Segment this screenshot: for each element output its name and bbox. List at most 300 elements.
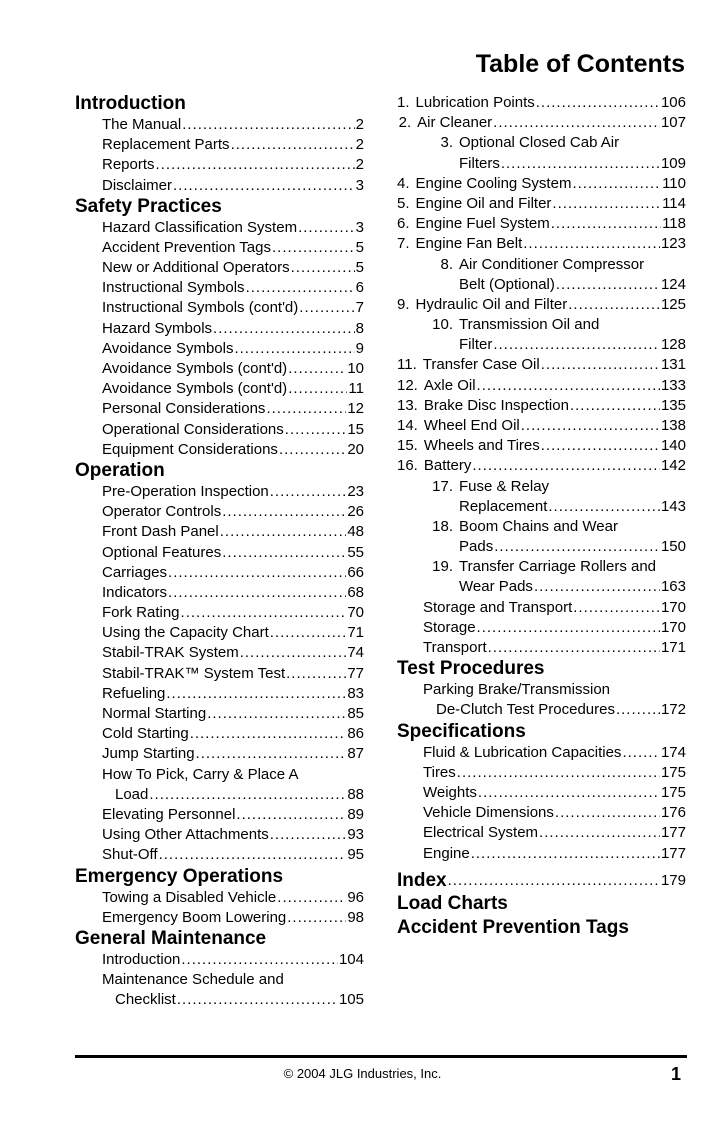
dot-leader — [534, 577, 660, 597]
entry-label: Hazard Symbols — [102, 319, 213, 337]
toc-entry[interactable] — [75, 744, 364, 764]
dot-leader — [488, 638, 660, 658]
footer-page-number: 1 — [670, 1064, 681, 1084]
dot-leader — [477, 618, 660, 638]
entry-page: 5 — [355, 259, 364, 277]
toc-entry[interactable] — [75, 825, 364, 845]
dot-leader — [572, 174, 661, 194]
entry-label: Elevating Personnel — [102, 805, 236, 823]
entry-label: Transfer Carriage Rollers and — [459, 558, 657, 576]
section-heading[interactable]: Accident Prevention Tags — [397, 916, 629, 938]
toc-entry[interactable] — [397, 436, 686, 456]
dot-leader — [541, 355, 660, 375]
toc-entry[interactable] — [75, 319, 364, 339]
toc-entry[interactable] — [397, 578, 686, 598]
dot-leader — [279, 440, 346, 460]
toc-entry[interactable] — [397, 355, 686, 375]
entry-page: 70 — [347, 604, 364, 622]
entry-page: 9 — [355, 339, 364, 357]
entry-label: Hazard Classification System — [102, 218, 298, 236]
dot-leader — [213, 319, 355, 339]
entry-label: Equipment Considerations — [102, 440, 278, 458]
dot-leader — [182, 115, 354, 135]
dot-leader — [478, 783, 660, 803]
entry-label: Stabil-TRAK™ System Test — [102, 664, 286, 682]
entry-label: Parking Brake/Transmission — [423, 681, 611, 699]
entry-label: Cold Starting — [102, 725, 189, 743]
entry-number: 17. — [432, 477, 453, 495]
toc-entry[interactable] — [397, 844, 686, 864]
toc-entry[interactable] — [75, 990, 364, 1010]
entry-label: Filter — [459, 336, 493, 354]
entry-page: 66 — [347, 563, 364, 581]
toc-entry[interactable] — [397, 154, 686, 174]
entry-label: Engine — [423, 844, 470, 862]
entry-page: 140 — [660, 437, 686, 455]
entry-label: Replacement Parts — [102, 136, 230, 154]
entry-page: 5 — [355, 238, 364, 256]
dot-leader — [277, 888, 346, 908]
entry-number: 12. — [397, 376, 418, 394]
entry-label: Optional Closed Cab Air — [459, 134, 620, 152]
toc-entry[interactable] — [397, 234, 686, 254]
entry-page: 83 — [347, 684, 364, 702]
entry-page: 3 — [355, 176, 364, 194]
entry-label: The Manual — [102, 115, 182, 133]
entry-label: Weights — [423, 783, 477, 801]
entry-label: Normal Starting — [102, 705, 207, 723]
entry-page: 170 — [660, 618, 686, 636]
entry-number: 7. — [397, 235, 410, 253]
entry-label: How To Pick, Carry & Place A — [102, 765, 299, 783]
dot-leader — [556, 275, 660, 295]
index-entry[interactable] — [397, 870, 686, 892]
entry-page: 138 — [660, 416, 686, 434]
entry-label: Engine Fuel System — [415, 215, 550, 233]
toc-entry[interactable] — [75, 805, 364, 825]
entry-page: 10 — [347, 360, 364, 378]
toc-entry[interactable] — [75, 502, 364, 522]
entry-label: Wear Pads — [459, 578, 533, 596]
entry-label: Pre-Operation Inspection — [102, 482, 269, 500]
dot-leader — [220, 522, 347, 542]
entry-page: 11 — [348, 380, 364, 398]
entry-page: 106 — [660, 93, 686, 111]
entry-number: 14. — [397, 416, 418, 434]
entry-label: Engine Oil and Filter — [415, 194, 552, 212]
dot-leader — [493, 113, 660, 133]
toc-entry[interactable] — [397, 295, 686, 315]
dot-leader — [501, 154, 660, 174]
dot-leader — [177, 990, 338, 1010]
entry-label: Battery — [423, 457, 472, 475]
entry-label: Engine Fan Belt — [415, 235, 523, 253]
entry-label: Personal Considerations — [102, 400, 266, 418]
dot-leader — [472, 456, 660, 476]
entry-page: 96 — [347, 888, 364, 906]
entry-label: Fluid & Lubrication Capacities — [423, 743, 622, 761]
dot-leader — [536, 93, 660, 113]
entry-page: 135 — [660, 396, 686, 414]
entry-page: 177 — [660, 824, 686, 842]
toc-entry[interactable] — [75, 785, 364, 805]
dot-leader — [523, 234, 660, 254]
toc-entry[interactable] — [397, 537, 686, 557]
entry-number: 1. — [397, 93, 410, 111]
toc-entry[interactable] — [397, 823, 686, 843]
entry-label: Instructional Symbols — [102, 279, 245, 297]
toc-entry-line[interactable] — [75, 970, 364, 990]
toc-entry[interactable] — [75, 420, 364, 440]
dot-leader — [494, 537, 660, 557]
dot-leader — [270, 825, 347, 845]
dot-leader — [548, 497, 660, 517]
entry-number: 3. — [440, 134, 453, 152]
entry-page: 7 — [355, 299, 364, 317]
toc-entry[interactable] — [75, 278, 364, 298]
toc-entry-line[interactable] — [397, 255, 686, 275]
entry-label: Vehicle Dimensions — [423, 804, 554, 822]
entry-page: 48 — [347, 523, 364, 541]
entry-page: 3 — [355, 218, 364, 236]
entry-page: 177 — [660, 844, 686, 862]
entry-label: Using Other Attachments — [102, 826, 269, 844]
entry-label: Transfer Case Oil — [422, 356, 540, 374]
toc-entry[interactable] — [75, 339, 364, 359]
toc-entry[interactable] — [397, 618, 686, 638]
toc-entry[interactable] — [397, 376, 686, 396]
entry-number: 2. — [398, 114, 412, 132]
entry-page: 175 — [660, 763, 686, 781]
toc-entry[interactable] — [75, 603, 364, 623]
entry-page: 143 — [660, 497, 686, 515]
dot-leader — [168, 583, 346, 603]
toc-entry[interactable] — [397, 598, 686, 618]
dot-leader — [159, 845, 347, 865]
toc-entry[interactable] — [397, 456, 686, 476]
dot-leader — [166, 684, 346, 704]
entry-number: 18. — [432, 517, 453, 535]
entry-label: Disclaimer — [102, 176, 173, 194]
entry-label: Hydraulic Oil and Filter — [415, 295, 568, 313]
entry-page: 171 — [660, 639, 686, 657]
dot-leader — [156, 155, 355, 175]
entry-page: 74 — [347, 644, 364, 662]
dot-leader — [457, 763, 660, 783]
section-heading: General Maintenance — [75, 927, 267, 949]
toc-entry[interactable] — [397, 803, 686, 823]
entry-page: 123 — [660, 235, 686, 253]
dot-leader — [270, 482, 347, 502]
entry-label: Brake Disc Inspection — [423, 396, 569, 414]
entry-page: 104 — [338, 950, 364, 968]
entry-label: Front Dash Panel — [102, 523, 219, 541]
toc-entry-line[interactable] — [397, 680, 686, 700]
entry-label: Indicators — [102, 583, 168, 601]
toc-entry[interactable] — [397, 763, 686, 783]
dot-leader — [190, 724, 347, 744]
entry-label: Operator Controls — [102, 503, 222, 521]
entry-label: Air Conditioner Compressor — [459, 255, 645, 273]
toc-entry[interactable] — [75, 522, 364, 542]
section-heading: Test Procedures — [397, 658, 545, 680]
dot-leader — [266, 399, 346, 419]
toc-entry[interactable] — [75, 359, 364, 379]
entry-page: 125 — [660, 295, 686, 313]
entry-page: 88 — [347, 785, 364, 803]
entry-page: 109 — [660, 154, 686, 172]
section-heading: Safety Practices — [75, 195, 222, 217]
dot-leader — [493, 335, 660, 355]
toc-entry[interactable] — [75, 845, 364, 865]
entry-page: 12 — [347, 400, 364, 418]
toc-entry[interactable] — [397, 214, 686, 234]
entry-page: 163 — [660, 578, 686, 596]
entry-page: 142 — [660, 457, 686, 475]
entry-number: 13. — [397, 396, 418, 414]
entry-page: 175 — [660, 783, 686, 801]
toc-entry[interactable] — [397, 275, 686, 295]
toc-entry-line[interactable] — [397, 557, 686, 577]
dot-leader — [288, 359, 346, 379]
entry-label: Pads — [459, 538, 494, 556]
entry-page: 2 — [355, 156, 364, 174]
toc-entry[interactable] — [75, 176, 364, 196]
toc-entry[interactable] — [75, 218, 364, 238]
section-heading[interactable]: Load Charts — [397, 892, 508, 914]
dot-leader — [231, 135, 355, 155]
entry-label: Boom Chains and Wear — [459, 517, 618, 535]
left-column — [75, 93, 364, 1011]
toc-entry[interactable] — [397, 335, 686, 355]
dot-leader — [552, 194, 661, 214]
entry-page: 15 — [347, 420, 364, 438]
entry-number: 4. — [397, 174, 410, 192]
dot-leader — [568, 295, 660, 315]
dot-leader — [555, 803, 660, 823]
toc-entry[interactable] — [75, 299, 364, 319]
toc-entry-line[interactable] — [397, 477, 686, 497]
dot-leader — [181, 603, 347, 623]
entry-label: Operational Considerations — [102, 420, 284, 438]
dot-leader — [270, 623, 347, 643]
entry-label: Wheels and Tires — [423, 437, 540, 455]
toc-entry[interactable] — [397, 700, 686, 720]
entry-label: Load — [115, 785, 149, 803]
entry-label: Stabil-TRAK System — [102, 644, 239, 662]
section-heading: Specifications — [397, 720, 526, 742]
dot-leader — [272, 238, 355, 258]
page-title: Table of Contents — [475, 50, 685, 78]
dot-leader — [541, 436, 660, 456]
entry-page: 118 — [662, 215, 686, 233]
entry-page: 77 — [347, 664, 364, 682]
index-label: Index — [397, 869, 447, 891]
entry-label: Storage — [423, 618, 476, 636]
entry-label: New or Additional Operators — [102, 259, 290, 277]
dot-leader — [207, 704, 346, 724]
dot-leader — [240, 643, 347, 663]
entry-page: 2 — [355, 115, 364, 133]
entry-label: Refueling — [102, 684, 166, 702]
toc-entry[interactable] — [397, 416, 686, 436]
toc-entry[interactable] — [75, 379, 364, 399]
toc-entry[interactable] — [75, 950, 364, 970]
entry-label: Emergency Boom Lowering — [102, 908, 287, 926]
entry-label: Filters — [459, 154, 500, 172]
dot-leader — [570, 396, 660, 416]
entry-number: 19. — [432, 558, 453, 576]
entry-label: Engine Cooling System — [415, 174, 572, 192]
dot-leader — [622, 743, 660, 763]
toc-entry-line[interactable] — [75, 765, 364, 785]
dot-leader — [448, 870, 660, 892]
dot-leader — [222, 502, 346, 522]
entry-label: Axle Oil — [423, 376, 476, 394]
entry-page: 8 — [355, 319, 364, 337]
entry-number: 9. — [397, 295, 410, 313]
toc-entry[interactable] — [75, 684, 364, 704]
entry-number: 10. — [432, 316, 453, 334]
dot-leader — [234, 339, 354, 359]
entry-page: 95 — [347, 846, 364, 864]
dot-leader — [291, 258, 355, 278]
entry-page: 23 — [347, 482, 364, 500]
toc-entry[interactable] — [75, 583, 364, 603]
toc-entry[interactable] — [397, 743, 686, 763]
toc-entry[interactable] — [75, 724, 364, 744]
dot-leader — [471, 844, 660, 864]
dot-leader — [236, 805, 346, 825]
entry-page: 20 — [347, 440, 364, 458]
entry-label: Checklist — [115, 991, 176, 1009]
toc-entry[interactable] — [397, 194, 686, 214]
toc-entry-line[interactable] — [397, 315, 686, 335]
toc-entry[interactable] — [75, 258, 364, 278]
entry-label: Introduction — [102, 950, 181, 968]
toc-entry[interactable] — [397, 783, 686, 803]
entry-page: 107 — [660, 114, 686, 132]
entry-label: Optional Features — [102, 543, 222, 561]
dot-leader — [181, 950, 338, 970]
toc-entry[interactable] — [75, 704, 364, 724]
toc-entry[interactable] — [75, 644, 364, 664]
entry-label: Avoidance Symbols — [102, 339, 234, 357]
entry-page: 176 — [660, 804, 686, 822]
entry-number: 8. — [440, 255, 453, 273]
toc-entry[interactable] — [75, 482, 364, 502]
entry-page: 133 — [660, 376, 686, 394]
toc-entry[interactable] — [75, 543, 364, 563]
entry-label: De-Clutch Test Procedures — [436, 701, 615, 719]
entry-page: 131 — [660, 356, 686, 374]
entry-number: 16. — [397, 457, 418, 475]
dot-leader — [149, 785, 346, 805]
toc-entry[interactable] — [397, 93, 686, 113]
entry-page: 110 — [662, 174, 686, 192]
entry-page: 85 — [347, 705, 364, 723]
entry-label: Air Cleaner — [417, 114, 493, 132]
entry-label: Using the Capacity Chart — [102, 624, 269, 642]
dot-leader — [285, 420, 347, 440]
entry-label: Wheel End Oil — [423, 416, 520, 434]
entry-page: 170 — [660, 598, 686, 616]
entry-label: Storage and Transport — [423, 598, 573, 616]
toc-entry[interactable] — [75, 238, 364, 258]
entry-page: 150 — [660, 538, 686, 556]
toc-entry[interactable] — [75, 135, 364, 155]
toc-entry[interactable] — [397, 497, 686, 517]
entry-page: 86 — [347, 725, 364, 743]
toc-entry[interactable] — [397, 396, 686, 416]
entry-page: 71 — [347, 624, 364, 642]
entry-label: Replacement — [459, 497, 548, 515]
entry-label: Towing a Disabled Vehicle — [102, 888, 277, 906]
toc-entry[interactable] — [75, 115, 364, 135]
index-page: 179 — [660, 871, 686, 889]
entry-page: 26 — [347, 503, 364, 521]
dot-leader — [288, 379, 347, 399]
section-heading: Introduction — [75, 93, 186, 114]
entry-page: 6 — [355, 279, 364, 297]
entry-label: Fork Rating — [102, 604, 180, 622]
dot-leader — [168, 563, 346, 583]
section-heading: Operation — [75, 460, 165, 481]
entry-page: 93 — [347, 826, 364, 844]
toc-entry[interactable] — [75, 155, 364, 175]
dot-leader — [298, 218, 355, 238]
entry-label: Accident Prevention Tags — [102, 238, 271, 256]
entry-number: 5. — [397, 194, 410, 212]
entry-label: Belt (Optional) — [459, 275, 555, 293]
entry-page: 174 — [660, 743, 686, 761]
entry-page: 114 — [662, 194, 686, 212]
entry-page: 89 — [347, 805, 364, 823]
dot-leader — [286, 664, 346, 684]
toc-entry-line[interactable] — [397, 133, 686, 153]
entry-label: Shut-Off — [102, 846, 158, 864]
toc-entry[interactable] — [397, 638, 686, 658]
entry-page: 98 — [347, 908, 364, 926]
entry-label: Carriages — [102, 563, 168, 581]
section-heading: Emergency Operations — [75, 865, 284, 887]
entry-page: 172 — [660, 701, 686, 719]
dot-leader — [573, 598, 660, 618]
dot-leader — [287, 908, 346, 928]
entry-number: 6. — [397, 215, 410, 233]
toc-entry[interactable] — [75, 664, 364, 684]
entry-label: Instructional Symbols (cont'd) — [102, 299, 299, 317]
toc-entry[interactable] — [75, 623, 364, 643]
dot-leader — [196, 744, 347, 764]
toc-entry[interactable] — [75, 399, 364, 419]
entry-label: Avoidance Symbols (cont'd) — [102, 380, 288, 398]
toc-entry[interactable] — [75, 440, 364, 460]
entry-page: 68 — [347, 583, 364, 601]
dot-leader — [222, 543, 346, 563]
entry-label: Transmission Oil and — [459, 316, 600, 334]
toc-entry[interactable] — [75, 908, 364, 928]
entry-label: Jump Starting — [102, 745, 195, 763]
entry-label: Electrical System — [423, 824, 539, 842]
toc-entry[interactable] — [75, 563, 364, 583]
toc-entry-line[interactable] — [397, 517, 686, 537]
toc-entry[interactable] — [75, 888, 364, 908]
toc-entry[interactable] — [397, 174, 686, 194]
dot-leader — [521, 416, 660, 436]
toc-entry[interactable] — [397, 113, 686, 133]
dot-leader — [299, 298, 354, 318]
